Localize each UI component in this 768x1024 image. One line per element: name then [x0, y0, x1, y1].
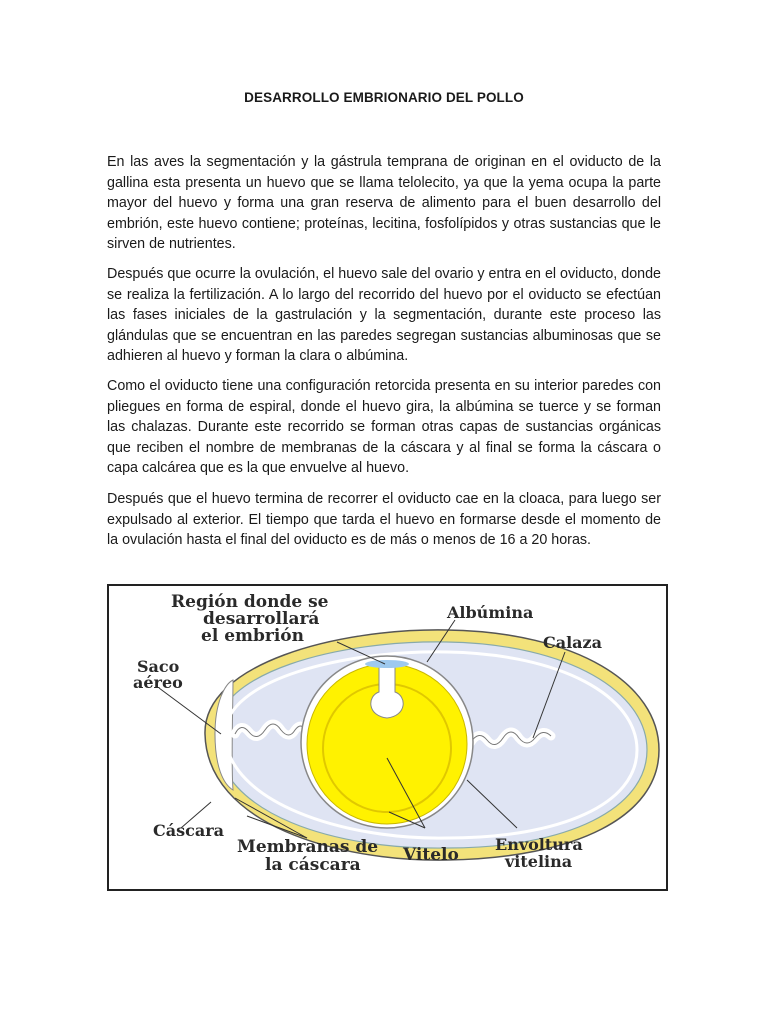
- label-cascara: Cáscara: [153, 821, 225, 840]
- label-saco-line2: aéreo: [133, 673, 183, 692]
- label-region-line3: el embrión: [201, 626, 304, 646]
- label-membranas-line2: la cáscara: [265, 855, 361, 875]
- label-region-line1: Región donde se: [171, 592, 329, 612]
- egg-diagram-svg: [107, 584, 668, 891]
- label-membranas-line1: Membranas de: [237, 837, 379, 857]
- label-region-line2: desarrollará: [203, 609, 320, 629]
- label-saco-line1: Saco: [137, 657, 180, 676]
- egg-diagram: [107, 584, 668, 891]
- document-title: DESARROLLO EMBRIONARIO DEL POLLO: [244, 90, 524, 105]
- label-envoltura-line1: Envoltura: [495, 835, 583, 854]
- label-albumina: Albúmina: [447, 603, 534, 622]
- paragraph-1: En las aves la segmentación y la gástrula temprana de originan en el oviducto de la gallina esta presenta un huevo que se llama telolecito, ya que la yema ocupa la parte mayor del huevo y forma una gran reserva de alimento para el buen desarrollo del embrión, este huevo contiene; proteínas, lecitina, fosfolípidos y otras sustancias que le sirven de nutrientes.: [107, 154, 661, 252]
- germinal-disc: [365, 660, 409, 668]
- paragraph-2: Después que ocurre la ovulación, el huevo sale del ovario y entra en el oviducto, donde se realiza la fertilización. A lo largo del recorrido del huevo por el oviducto se efectúan las fases iniciales de la gastrulación y la segmentación, durante este proceso las glándulas que se encuentran en las paredes segregan sustancias albuminosas que se adhieren al huevo y forman la clara o albúmina.: [107, 266, 661, 364]
- label-envoltura-line2: vitelina: [505, 852, 573, 871]
- paragraph-3: Como el oviducto tiene una configuración retorcida presenta en su interior paredes con pliegues en forma de espiral, donde el huevo gira, la albúmina se tuerce y se forman las chalazas. Durante este recorrido se forman otras capas de sustancias orgánicas que reciben el nombre de membranas de la cáscara y al final se forma la cáscara o capa calcárea que es la que envuelve al huevo.: [107, 378, 661, 476]
- paragraph-4: Después que el huevo termina de recorrer el oviducto cae en la cloaca, para luego ser expulsado al exterior. El tiempo que tarda el huevo en formarse desde el momento de la ovulación hasta el final del oviducto es de más o menos de 16 a 20 horas.: [107, 491, 661, 548]
- label-calaza: Calaza: [543, 633, 602, 652]
- label-vitelo: Vitelo: [403, 845, 459, 865]
